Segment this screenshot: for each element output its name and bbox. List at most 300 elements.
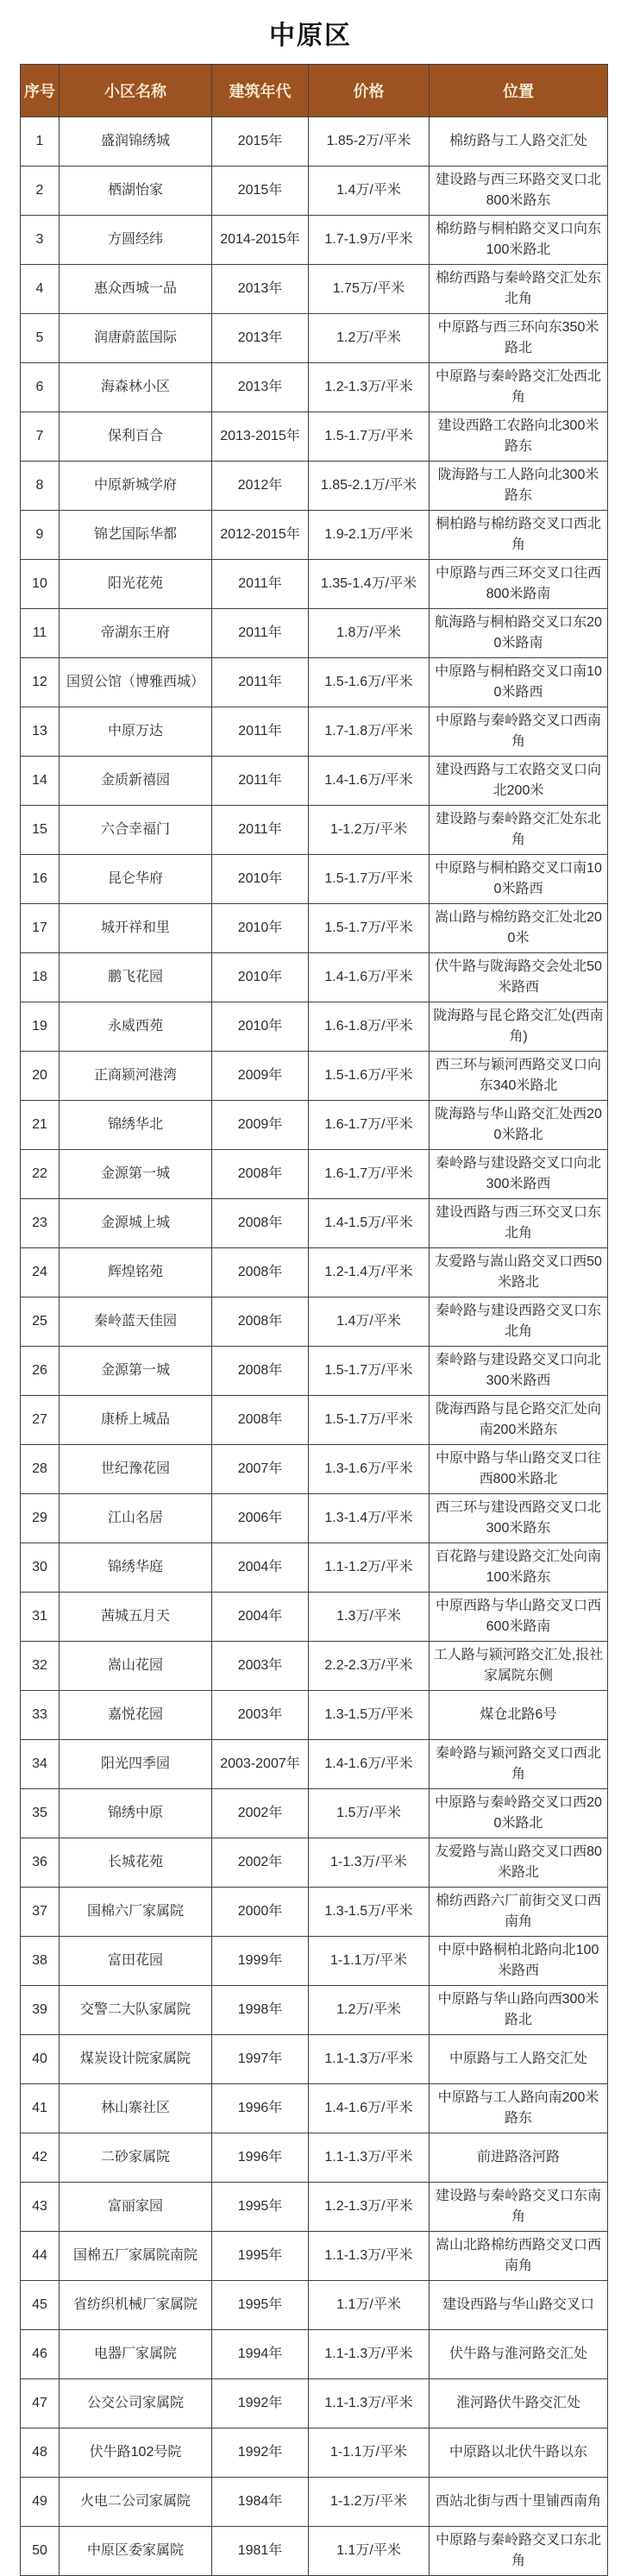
cell-location: 伏牛路与陇海路交会处北50米路西 (430, 953, 608, 1002)
cell-location: 工人路与颍河路交汇处,报社家属院东侧 (430, 1642, 608, 1691)
cell-location: 建设西路与工农路交叉口向北200米 (430, 757, 608, 806)
cell-price: 1.6-1.7万/平米 (309, 1150, 430, 1199)
cell-community-name: 金源第一城 (60, 1150, 212, 1199)
cell-build-year: 2009年 (212, 1052, 309, 1101)
cell-build-year: 1992年 (212, 2379, 309, 2428)
cell-location: 嵩山路与棉纺路交汇处北200米 (430, 904, 608, 953)
table-row (21, 2478, 608, 2527)
cell-location: 中原中路与华山路交叉口往西800米路北 (430, 1445, 608, 1494)
table-row (21, 1101, 608, 1150)
table-row (21, 2527, 608, 2576)
cell-location: 嵩山北路棉纺西路交叉口西南角 (430, 2232, 608, 2281)
cell-build-year: 2015年 (212, 166, 309, 216)
cell-price: 1.3-1.4万/平米 (309, 1494, 430, 1543)
table-row (21, 2084, 608, 2133)
cell-index: 33 (21, 1691, 60, 1740)
cell-location: 秦岭路与建设路交叉口向北300米路西 (430, 1150, 608, 1199)
cell-price: 1.1万/平米 (309, 2527, 430, 2576)
cell-price: 1.4-1.6万/平米 (309, 953, 430, 1002)
cell-index: 17 (21, 904, 60, 953)
table-row (21, 2035, 608, 2084)
cell-index: 31 (21, 1593, 60, 1642)
cell-community-name: 嘉悦花园 (60, 1691, 212, 1740)
cell-price: 1.4-1.5万/平米 (309, 1199, 430, 1248)
cell-index: 39 (21, 1986, 60, 2035)
cell-build-year: 2003年 (212, 1691, 309, 1740)
cell-location: 建设路与秦岭路交汇处东北角 (430, 806, 608, 855)
cell-index: 6 (21, 363, 60, 412)
table-row (21, 1494, 608, 1543)
cell-location: 中原路与华山路向西300米路北 (430, 1986, 608, 2035)
cell-location: 百花路与建设路交汇处向南100米路东 (430, 1543, 608, 1593)
table-row (21, 1396, 608, 1445)
cell-index: 46 (21, 2330, 60, 2379)
table-row (21, 314, 608, 363)
cell-location: 陇海路与昆仑路交汇处(西南角) (430, 1002, 608, 1052)
cell-community-name: 金源城上城 (60, 1199, 212, 1248)
table-row (21, 1691, 608, 1740)
cell-community-name: 方圆经纬 (60, 216, 212, 265)
cell-community-name: 长城花苑 (60, 1838, 212, 1888)
cell-community-name: 金质新禧园 (60, 757, 212, 806)
cell-location: 棉纺路与工人路交汇处 (430, 117, 608, 166)
cell-price: 1.1-1.2万/平米 (309, 1543, 430, 1593)
table-row (21, 216, 608, 265)
cell-index: 23 (21, 1199, 60, 1248)
cell-price: 1.3-1.6万/平米 (309, 1445, 430, 1494)
cell-build-year: 1999年 (212, 1937, 309, 1986)
cell-build-year: 2003年 (212, 1642, 309, 1691)
cell-build-year: 2009年 (212, 1101, 309, 1150)
cell-location: 中原路与桐柏路交叉口南100米路西 (430, 658, 608, 707)
cell-price: 1.3万/平米 (309, 1593, 430, 1642)
cell-index: 5 (21, 314, 60, 363)
cell-build-year: 1994年 (212, 2330, 309, 2379)
cell-index: 42 (21, 2133, 60, 2183)
table-row (21, 1986, 608, 2035)
cell-location: 中原路与秦岭路交汇处西北角 (430, 363, 608, 412)
cell-index: 32 (21, 1642, 60, 1691)
cell-price: 1.2-1.3万/平米 (309, 2183, 430, 2232)
cell-build-year: 2010年 (212, 904, 309, 953)
cell-build-year: 2008年 (212, 1396, 309, 1445)
cell-index: 27 (21, 1396, 60, 1445)
cell-build-year: 2003-2007年 (212, 1740, 309, 1789)
cell-price: 1.7-1.9万/平米 (309, 216, 430, 265)
cell-community-name: 惠众西城一品 (60, 265, 212, 314)
cell-index: 34 (21, 1740, 60, 1789)
cell-index: 47 (21, 2379, 60, 2428)
cell-location: 陇海路与工人路向北300米路东 (430, 462, 608, 511)
cell-build-year: 2011年 (212, 757, 309, 806)
cell-build-year: 2011年 (212, 658, 309, 707)
cell-index: 24 (21, 1248, 60, 1297)
table-row (21, 363, 608, 412)
cell-price: 1-1.2万/平米 (309, 806, 430, 855)
cell-location: 中原路与工人路交汇处 (430, 2035, 608, 2084)
cell-community-name: 润唐蔚蓝国际 (60, 314, 212, 363)
cell-community-name: 栖湖怡家 (60, 166, 212, 216)
cell-location: 桐柏路与棉纺路交叉口西北角 (430, 511, 608, 560)
cell-build-year: 2011年 (212, 609, 309, 658)
cell-index: 16 (21, 855, 60, 904)
cell-build-year: 1981年 (212, 2527, 309, 2576)
cell-index: 25 (21, 1297, 60, 1347)
cell-index: 11 (21, 609, 60, 658)
cell-community-name: 昆仑华府 (60, 855, 212, 904)
cell-build-year: 2013年 (212, 314, 309, 363)
cell-build-year: 2012年 (212, 462, 309, 511)
table-row (21, 2379, 608, 2428)
cell-build-year: 2013年 (212, 363, 309, 412)
cell-price: 1.4-1.6万/平米 (309, 1740, 430, 1789)
cell-index: 30 (21, 1543, 60, 1593)
cell-location: 中原中路桐柏北路向北100米路西 (430, 1937, 608, 1986)
cell-index: 15 (21, 806, 60, 855)
cell-index: 40 (21, 2035, 60, 2084)
cell-price: 1.3-1.5万/平米 (309, 1888, 430, 1937)
cell-location: 中原路与秦岭路交叉口西200米路北 (430, 1789, 608, 1838)
cell-price: 1.75万/平米 (309, 265, 430, 314)
cell-price: 1.2-1.4万/平米 (309, 1248, 430, 1297)
cell-location: 友爱路与嵩山路交叉口西80米路北 (430, 1838, 608, 1888)
table-row (21, 1838, 608, 1888)
table-row (21, 2428, 608, 2478)
cell-build-year: 2011年 (212, 560, 309, 609)
cell-index: 20 (21, 1052, 60, 1101)
cell-community-name: 正商颍河港湾 (60, 1052, 212, 1101)
cell-build-year: 1992年 (212, 2428, 309, 2478)
cell-location: 建设西路工农路向北300米路东 (430, 412, 608, 462)
cell-price: 1.5-1.7万/平米 (309, 1347, 430, 1396)
table-row (21, 1543, 608, 1593)
cell-build-year: 2002年 (212, 1838, 309, 1888)
cell-community-name: 中原区委家属院 (60, 2527, 212, 2576)
cell-build-year: 2008年 (212, 1297, 309, 1347)
cell-community-name: 辉煌铭苑 (60, 1248, 212, 1297)
cell-build-year: 1996年 (212, 2133, 309, 2183)
cell-index: 14 (21, 757, 60, 806)
cell-community-name: 富丽家园 (60, 2183, 212, 2232)
cell-price: 1.3-1.5万/平米 (309, 1691, 430, 1740)
cell-price: 1.9-2.1万/平米 (309, 511, 430, 560)
table-row (21, 1052, 608, 1101)
cell-price: 1.4万/平米 (309, 1297, 430, 1347)
cell-build-year: 2007年 (212, 1445, 309, 1494)
col-header-location: 位置 (430, 65, 608, 117)
table-row (21, 2232, 608, 2281)
cell-build-year: 2013年 (212, 265, 309, 314)
cell-build-year: 2011年 (212, 707, 309, 757)
cell-index: 9 (21, 511, 60, 560)
cell-price: 1.85-2.1万/平米 (309, 462, 430, 511)
col-header-name: 小区名称 (60, 65, 212, 117)
cell-index: 13 (21, 707, 60, 757)
communities-table (20, 64, 608, 2576)
table-row (21, 412, 608, 462)
cell-community-name: 锦艺国际华都 (60, 511, 212, 560)
cell-build-year: 2002年 (212, 1789, 309, 1838)
cell-community-name: 盛润锦绣城 (60, 117, 212, 166)
table-row (21, 265, 608, 314)
cell-location: 西三环与颖河西路交叉口向东340米路北 (430, 1052, 608, 1101)
cell-community-name: 锦绣华庭 (60, 1543, 212, 1593)
table-row (21, 1150, 608, 1199)
cell-index: 41 (21, 2084, 60, 2133)
cell-price: 1.1-1.3万/平米 (309, 2133, 430, 2183)
cell-community-name: 国棉五厂家属院南院 (60, 2232, 212, 2281)
table-row (21, 806, 608, 855)
col-header-index: 序号 (21, 65, 60, 117)
cell-community-name: 电器厂家属院 (60, 2330, 212, 2379)
cell-index: 3 (21, 216, 60, 265)
table-row (21, 166, 608, 216)
cell-community-name: 金源第一城 (60, 1347, 212, 1396)
cell-index: 12 (21, 658, 60, 707)
cell-build-year: 2004年 (212, 1593, 309, 1642)
cell-price: 2.2-2.3万/平米 (309, 1642, 430, 1691)
cell-build-year: 2012-2015年 (212, 511, 309, 560)
cell-price: 1.1-1.3万/平米 (309, 2035, 430, 2084)
cell-community-name: 煤炭设计院家属院 (60, 2035, 212, 2084)
cell-build-year: 2015年 (212, 117, 309, 166)
cell-index: 44 (21, 2232, 60, 2281)
table-row (21, 117, 608, 166)
cell-price: 1.6-1.8万/平米 (309, 1002, 430, 1052)
cell-community-name: 林山寨社区 (60, 2084, 212, 2133)
cell-build-year: 2014-2015年 (212, 216, 309, 265)
cell-location: 前进路洛河路 (430, 2133, 608, 2183)
table-row (21, 658, 608, 707)
cell-location: 友爱路与嵩山路交叉口西50米路北 (430, 1248, 608, 1297)
cell-price: 1.35-1.4万/平米 (309, 560, 430, 609)
table-row (21, 2183, 608, 2232)
cell-build-year: 1984年 (212, 2478, 309, 2527)
cell-location: 中原西路与华山路交叉口西600米路南 (430, 1593, 608, 1642)
cell-location: 中原路以北伏牛路以东 (430, 2428, 608, 2478)
cell-community-name: 六合幸福门 (60, 806, 212, 855)
cell-community-name: 永威西苑 (60, 1002, 212, 1052)
cell-build-year: 2008年 (212, 1347, 309, 1396)
cell-price: 1-1.1万/平米 (309, 1937, 430, 1986)
cell-price: 1.85-2万/平米 (309, 117, 430, 166)
cell-location: 建设路与西三环路交叉口北800米路东 (430, 166, 608, 216)
cell-price: 1.6-1.7万/平米 (309, 1101, 430, 1150)
cell-community-name: 伏牛路102号院 (60, 2428, 212, 2478)
cell-price: 1.1万/平米 (309, 2281, 430, 2330)
cell-location: 建设路与秦岭路交叉口东南角 (430, 2183, 608, 2232)
cell-build-year: 2011年 (212, 806, 309, 855)
table-row (21, 757, 608, 806)
cell-index: 21 (21, 1101, 60, 1150)
cell-index: 48 (21, 2428, 60, 2478)
table-row (21, 462, 608, 511)
cell-price: 1.5万/平米 (309, 1789, 430, 1838)
table-row (21, 2330, 608, 2379)
cell-location: 棉纺西路六厂前街交叉口西南角 (430, 1888, 608, 1937)
cell-community-name: 交警二大队家属院 (60, 1986, 212, 2035)
cell-community-name: 帝湖东王府 (60, 609, 212, 658)
cell-location: 淮河路伏牛路交汇处 (430, 2379, 608, 2428)
cell-price: 1.1-1.3万/平米 (309, 2379, 430, 2428)
cell-index: 22 (21, 1150, 60, 1199)
cell-location: 秦岭路与建设西路交叉口东北角 (430, 1297, 608, 1347)
cell-build-year: 1996年 (212, 2084, 309, 2133)
cell-location: 陇海西路与昆仑路交汇处向南200米路东 (430, 1396, 608, 1445)
cell-index: 26 (21, 1347, 60, 1396)
cell-community-name: 保利百合 (60, 412, 212, 462)
cell-community-name: 城开祥和里 (60, 904, 212, 953)
cell-location: 中原路与秦岭路交叉口西南角 (430, 707, 608, 757)
table-row (21, 1199, 608, 1248)
cell-build-year: 2010年 (212, 855, 309, 904)
cell-price: 1.4-1.6万/平米 (309, 757, 430, 806)
cell-price: 1.5-1.6万/平米 (309, 658, 430, 707)
cell-community-name: 世纪豫花园 (60, 1445, 212, 1494)
cell-community-name: 海森林小区 (60, 363, 212, 412)
cell-location: 中原路与秦岭路交叉口东北角 (430, 2527, 608, 2576)
table-row (21, 609, 608, 658)
cell-price: 1.5-1.7万/平米 (309, 855, 430, 904)
table-row (21, 1937, 608, 1986)
cell-location: 西站北街与西十里铺西南角 (430, 2478, 608, 2527)
cell-build-year: 2008年 (212, 1248, 309, 1297)
cell-index: 8 (21, 462, 60, 511)
cell-price: 1.2万/平米 (309, 1986, 430, 2035)
table-row (21, 1248, 608, 1297)
table-row (21, 953, 608, 1002)
cell-location: 建设西路与西三环交叉口东北角 (430, 1199, 608, 1248)
col-header-year: 建筑年代 (212, 65, 309, 117)
table-row (21, 1297, 608, 1347)
cell-build-year: 2006年 (212, 1494, 309, 1543)
cell-index: 49 (21, 2478, 60, 2527)
cell-index: 35 (21, 1789, 60, 1838)
cell-price: 1.5-1.7万/平米 (309, 1396, 430, 1445)
cell-location: 伏牛路与淮河路交汇处 (430, 2330, 608, 2379)
cell-community-name: 鹏飞花园 (60, 953, 212, 1002)
cell-community-name: 二砂家属院 (60, 2133, 212, 2183)
cell-community-name: 阳光四季园 (60, 1740, 212, 1789)
cell-build-year: 2013-2015年 (212, 412, 309, 462)
cell-community-name: 江山名居 (60, 1494, 212, 1543)
cell-index: 38 (21, 1937, 60, 1986)
cell-location: 秦岭路与颖河路交叉口西北角 (430, 1740, 608, 1789)
cell-community-name: 富田花园 (60, 1937, 212, 1986)
table-row (21, 560, 608, 609)
cell-location: 秦岭路与建设路交叉口向北300米路西 (430, 1347, 608, 1396)
cell-location: 棉纺路与桐柏路交叉口向东100米路北 (430, 216, 608, 265)
table-row (21, 855, 608, 904)
cell-location: 西三环与建设西路交叉口北300米路东 (430, 1494, 608, 1543)
cell-build-year: 1995年 (212, 2232, 309, 2281)
cell-build-year: 2004年 (212, 1543, 309, 1593)
cell-price: 1.1-1.3万/平米 (309, 2330, 430, 2379)
cell-community-name: 阳光花苑 (60, 560, 212, 609)
cell-community-name: 国棉六厂家属院 (60, 1888, 212, 1937)
table-row (21, 1347, 608, 1396)
cell-price: 1.4万/平米 (309, 166, 430, 216)
cell-build-year: 2008年 (212, 1150, 309, 1199)
cell-index: 45 (21, 2281, 60, 2330)
cell-location: 中原路与西三环交叉口往西800米路南 (430, 560, 608, 609)
cell-index: 36 (21, 1838, 60, 1888)
cell-index: 29 (21, 1494, 60, 1543)
cell-community-name: 中原万达 (60, 707, 212, 757)
cell-location: 煤仓北路6号 (430, 1691, 608, 1740)
cell-build-year: 1997年 (212, 2035, 309, 2084)
table-row (21, 1740, 608, 1789)
table-row (21, 2281, 608, 2330)
cell-location: 中原路与桐柏路交叉口南100米路西 (430, 855, 608, 904)
cell-index: 7 (21, 412, 60, 462)
cell-location: 航海路与桐柏路交叉口东200米路南 (430, 609, 608, 658)
cell-price: 1.5-1.6万/平米 (309, 1052, 430, 1101)
cell-price: 1-1.1万/平米 (309, 2428, 430, 2478)
cell-price: 1-1.2万/平米 (309, 2478, 430, 2527)
cell-price: 1.5-1.7万/平米 (309, 412, 430, 462)
cell-build-year: 1998年 (212, 1986, 309, 2035)
cell-community-name: 嵩山花园 (60, 1642, 212, 1691)
cell-index: 1 (21, 117, 60, 166)
cell-index: 43 (21, 2183, 60, 2232)
cell-index: 37 (21, 1888, 60, 1937)
cell-community-name: 公交公司家属院 (60, 2379, 212, 2428)
cell-index: 4 (21, 265, 60, 314)
cell-location: 中原路与工人路向南200米路东 (430, 2084, 608, 2133)
cell-build-year: 1995年 (212, 2183, 309, 2232)
col-header-price: 价格 (309, 65, 430, 117)
table-header-row (21, 65, 608, 117)
cell-index: 18 (21, 953, 60, 1002)
cell-community-name: 锦绣华北 (60, 1101, 212, 1150)
cell-price: 1.7-1.8万/平米 (309, 707, 430, 757)
table-row (21, 904, 608, 953)
table-row (21, 1888, 608, 1937)
cell-build-year: 2010年 (212, 953, 309, 1002)
cell-community-name: 秦岭蓝天佳园 (60, 1297, 212, 1347)
cell-index: 28 (21, 1445, 60, 1494)
table-row (21, 1642, 608, 1691)
table-row (21, 2133, 608, 2183)
cell-price: 1-1.3万/平米 (309, 1838, 430, 1888)
cell-community-name: 康桥上城品 (60, 1396, 212, 1445)
cell-location: 棉纺西路与秦岭路交汇处东北角 (430, 265, 608, 314)
table-row (21, 1002, 608, 1052)
cell-location: 陇海路与华山路交汇处西200米路北 (430, 1101, 608, 1150)
cell-build-year: 2010年 (212, 1002, 309, 1052)
cell-index: 50 (21, 2527, 60, 2576)
cell-community-name: 茜城五月天 (60, 1593, 212, 1642)
cell-price: 1.2-1.3万/平米 (309, 363, 430, 412)
cell-price: 1.5-1.7万/平米 (309, 904, 430, 953)
table-row (21, 1789, 608, 1838)
cell-community-name: 火电二公司家属院 (60, 2478, 212, 2527)
cell-build-year: 2008年 (212, 1199, 309, 1248)
table-row (21, 1593, 608, 1642)
cell-index: 19 (21, 1002, 60, 1052)
table-row (21, 1445, 608, 1494)
table-row (21, 707, 608, 757)
cell-community-name: 中原新城学府 (60, 462, 212, 511)
cell-price: 1.4-1.6万/平米 (309, 2084, 430, 2133)
cell-price: 1.2万/平米 (309, 314, 430, 363)
cell-index: 2 (21, 166, 60, 216)
cell-index: 10 (21, 560, 60, 609)
cell-location: 建设西路与华山路交叉口 (430, 2281, 608, 2330)
cell-community-name: 省纺织机械厂家属院 (60, 2281, 212, 2330)
cell-price: 1.8万/平米 (309, 609, 430, 658)
